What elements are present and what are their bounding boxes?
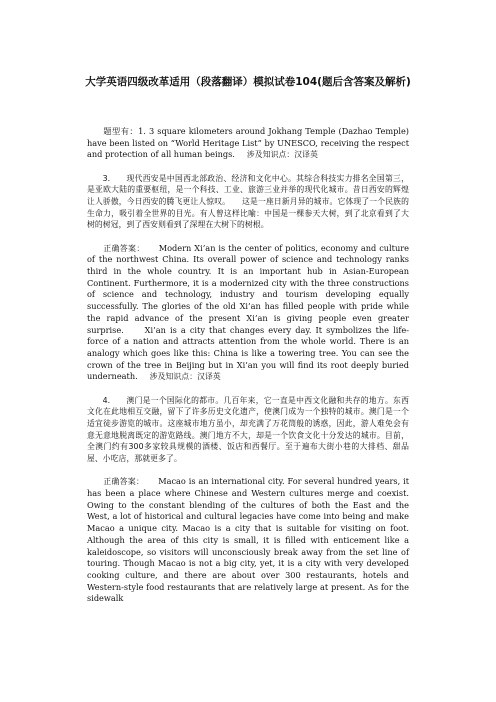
document-title: 大学英语四级改革适用（段落翻译）模拟试卷104(题后含答案及解析)	[85, 76, 411, 88]
question-4-answer	[87, 476, 409, 605]
knowledge-tag: 涉及知识点：汉译英	[246, 150, 318, 160]
document-body	[87, 126, 409, 617]
question-4-prompt: 4. 澳门是一个国际化的都市。几百年来，它一直是中西文化融和共存的地方。东西文化在此地相互交融，留下了许多历史文化遗产，使澳门成为一个独特的城市。澳门是一个适宜徒步游览的城市。这座城市地方虽小，却充满了万花筒般的诱惑，因此，游人难免会有意无意地脱离既定的游览路线。澳门地方不大，却是一个饮食文化十分发达的城市。目前，全澳门约有300多家较具规模的酒楼、饭店和西餐厅。至于遍布大街小巷的大排档、甜品屋、小吃店，那就更多了。	[87, 395, 409, 464]
question-1-text: 题型有：1. 3 square kilometers around Jokhang Temple (Dazhao Temple) have been listed on “World Heritage List” by UNESCO, receiving the respect and protection of all human beings.	[87, 126, 409, 160]
answer-label: 正确答案：	[103, 243, 145, 253]
question-3-answer	[87, 243, 409, 383]
answer-text: Macao is an international city. For several hundred years, it has been a place where Chinese and Western cultures merge and coexist. Owing to the constant blending of the cultures of both the East and the West, a lot of historical and cultural legacies have come into being and make Macao a unique city. Macao is a city that is suitable for visiting on foot. Although the area of this city is small, it is filled with enticement like a kaleidoscope, so visitors will unconsciously break away from the set line of touring. Though Macao is not a big city, yet, it is a city with very developed cooking culture, and there are about over 300 restaurants, hotels and Western-style food restaurants that are relatively large at present. As for the sidewalk	[87, 476, 409, 604]
question-1	[87, 126, 409, 161]
knowledge-tag: 涉及知识点：汉译英	[149, 372, 221, 382]
question-3-prompt: 3. 现代西安是中国西北部政治、经济和文化中心。其综合科技实力排名全国第三，是亚欧大陆的重要枢纽，是一个科技、工业、旅游三业并举的现代化城市。昔日西安的辉煌让人骄傲，今日西安的腾飞更让人惊叹。 这是一座日新月异的城市。它体现了一个民族的生命力，吸引着全世界的目光。有人曾这样比喻：中国是一棵参天大树，到了北京看到了大树的树冠，到了西安则看到了深埋在大树下的树根。	[87, 173, 409, 230]
answer-label: 正确答案：	[103, 477, 145, 487]
answer-text: Modern Xi’an is the center of politics, economy and culture of the northwest China. Its overall power of science and technology ranks third in the whole country. It is an important hub in Asian-European Continent. Furthermore, it is a modernized city with the three constructions of science and technology, industry and tourism developing equally successfully. The glories of the old Xi’an has filled people with pride while the rapid advance of the present Xi’an is giving people even greater surprise. Xi’an is a city that changes every day. It symbolizes the life-force of a nation and attracts attention from the whole world. There is an analogy which goes like this: China is like a towering tree. You can see the crown of the tree in Beijing but in Xi’an you will find its root deeply buried underneath.	[87, 242, 409, 382]
